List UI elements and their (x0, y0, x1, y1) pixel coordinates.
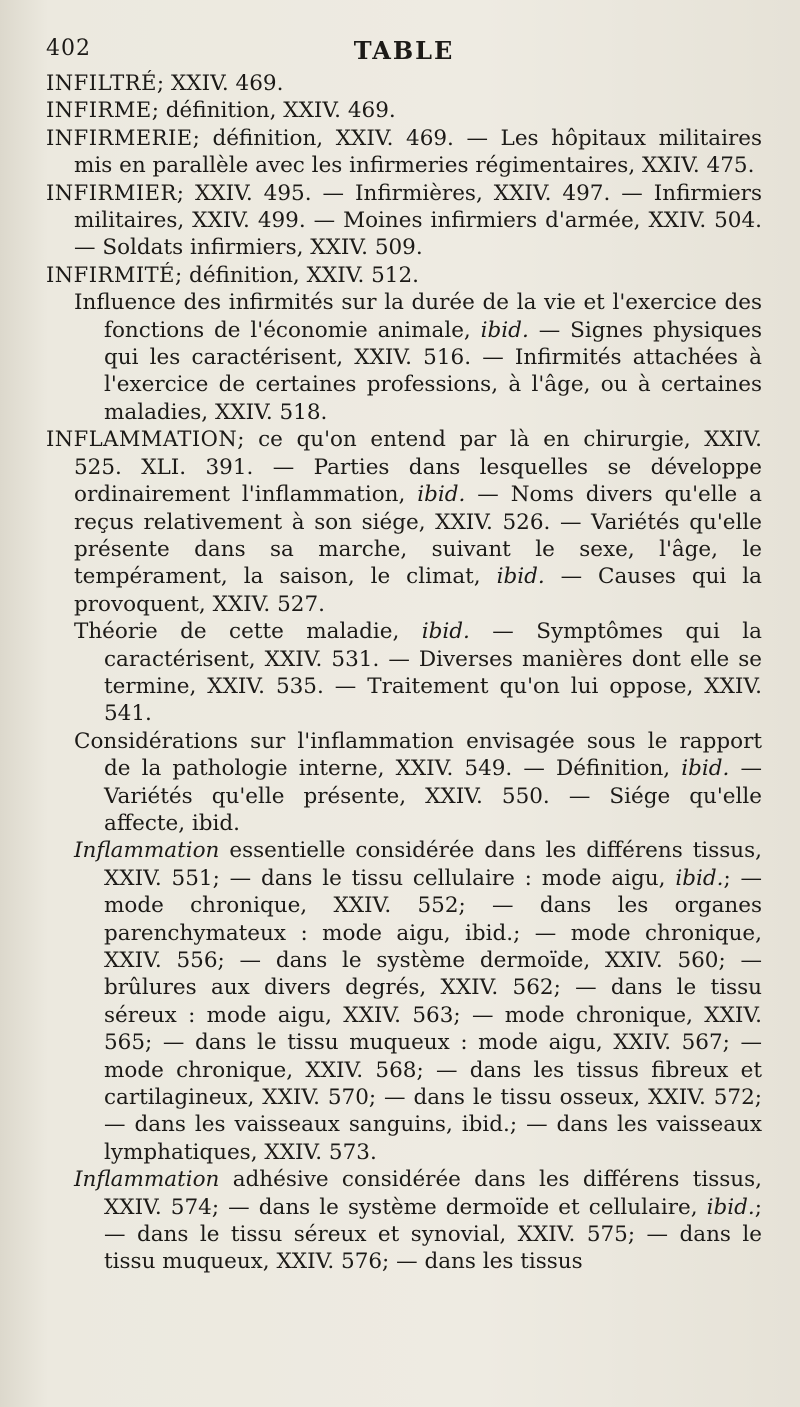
entry-text: ; XXIV. 495. — Infirmières, XXIV. 497. — Infirmiers militaires, XXIV. 499. — Moines infirmiers d'armée, XXIV. 504. — Soldats infirmiers, XXIV. 509. (74, 180, 762, 261)
ibid-ref: ibid. (480, 317, 529, 343)
ibid-ref: ibid. (706, 1194, 755, 1220)
index-entry (46, 97, 762, 124)
entry-text: ; XXIV. 469. (156, 71, 284, 96)
ibid-ref: ibid. (496, 564, 545, 590)
entry-text: — Signes physiques qui les caractérisent, XXIV. 516. — Infirmités attachées à l'exercice de certaines professions, à l'âge, ou à certaines maladies, XXIV. 518. (104, 317, 762, 425)
running-header (46, 30, 762, 70)
ibid-ref: ibid. (421, 619, 470, 645)
index-subentry (46, 728, 762, 838)
italic-headword: Inflammation (74, 1167, 220, 1193)
index-entry (46, 70, 762, 97)
headword: INFIRME (46, 98, 152, 123)
headword: INFIRMITÉ (46, 262, 175, 287)
index-entry (46, 125, 762, 180)
index-subentry (46, 837, 762, 1166)
index-entry (46, 262, 762, 289)
entry-text: ; définition, XXIV. 469. (151, 98, 396, 124)
entry-text: ; — mode chronique, XXIV. 552; — dans les organes parenchymateux : mode aigu, ibid.; — mode chronique, XXIV. 556; — dans le système dermoïde, XXIV. 560; — brûlures aux divers degrés, XXIV. 562; — dans le tissu séreux : mode aigu, XXIV. 563; — mode chronique, XXIV. 565; — dans le tissu muqueux : mode aigu, XXIV. 567; — mode chronique, XXIV. 568; — dans les tissus fibreux et cartilagineux, XXIV. 570; — dans le tissu osseux, XXIV. 572; — dans les vaisseaux sanguins, ibid.; — dans les vaisseaux lymphatiques, XXIV. 573. (104, 865, 762, 1165)
italic-headword: Inflammation (74, 838, 220, 864)
headword: INFIRMERIE (46, 125, 193, 150)
ibid-ref: ibid. (417, 482, 466, 508)
entry-text: — Variétés qu'elle présente, XXIV. 550. — Siége qu'elle affecte, ibid. (104, 756, 762, 836)
entry-text: ; ce qu'on entend par là en chirurgie, XXIV. 525. XLI. 391. — Parties dans lesquelles se développe ordinairement l'inflammation, (74, 427, 762, 508)
entry-text: — Causes qui la provoquent, XXIV. 527. (74, 564, 762, 617)
entry-text: — Symptômes qui la caractérisent, XXIV. 531. — Diverses manières dont elle se termine, XXIV. 535. — Traitement qu'on lui oppose, XXIV. 541. (104, 619, 762, 727)
headword: INFIRMIER (46, 180, 177, 205)
ibid-ref: ibid. (675, 865, 724, 891)
entry-text: — Noms divers qu'elle a reçus relativement à son siége, XXIV. 526. — Variétés qu'elle présente dans sa marche, suivant le sexe, l'âge, le tempérament, la saison, le climat, (74, 482, 762, 590)
entry-text: adhésive considérée dans les différens tissus, XXIV. 574; — dans le système dermoïde et cellulaire, (104, 1167, 762, 1220)
index-subentry (46, 289, 762, 426)
page-number: 402 (46, 36, 91, 61)
ibid-ref: ibid. (681, 756, 730, 782)
index-entry (46, 426, 762, 618)
index-subentry (46, 618, 762, 728)
index-entry (46, 180, 762, 262)
entry-text: essentielle considérée dans les différens tissus, XXIV. 551; — dans le tissu cellulaire : mode aigu, (104, 838, 762, 891)
running-title: TABLE (353, 36, 455, 65)
entry-text: ; — dans le tissu séreux et synovial, XXIV. 575; — dans le tissu muqueux, XXIV. 576; — dans les tissus (104, 1194, 762, 1275)
entry-text: Considérations sur l'inflammation envisagée sous le rapport de la pathologie interne, XXIV. 549. — Définition, (74, 728, 762, 782)
index-subentry (46, 1166, 762, 1276)
entry-text: Influence des infirmités sur la durée de la vie et l'exercice des fonctions de l'économie animale, (74, 290, 762, 343)
index-entries (46, 70, 762, 1276)
entry-text: ; définition, XXIV. 469. — Les hôpitaux militaires mis en parallèle avec les infirmeries régimentaires, XXIV. 475. (74, 125, 762, 179)
headword: INFILTRÉ (46, 71, 157, 95)
entry-text: ; définition, XXIV. 512. (174, 262, 420, 288)
entry-text: Théorie de cette maladie, (74, 619, 422, 645)
headword: INFLAMMATION (46, 427, 238, 452)
